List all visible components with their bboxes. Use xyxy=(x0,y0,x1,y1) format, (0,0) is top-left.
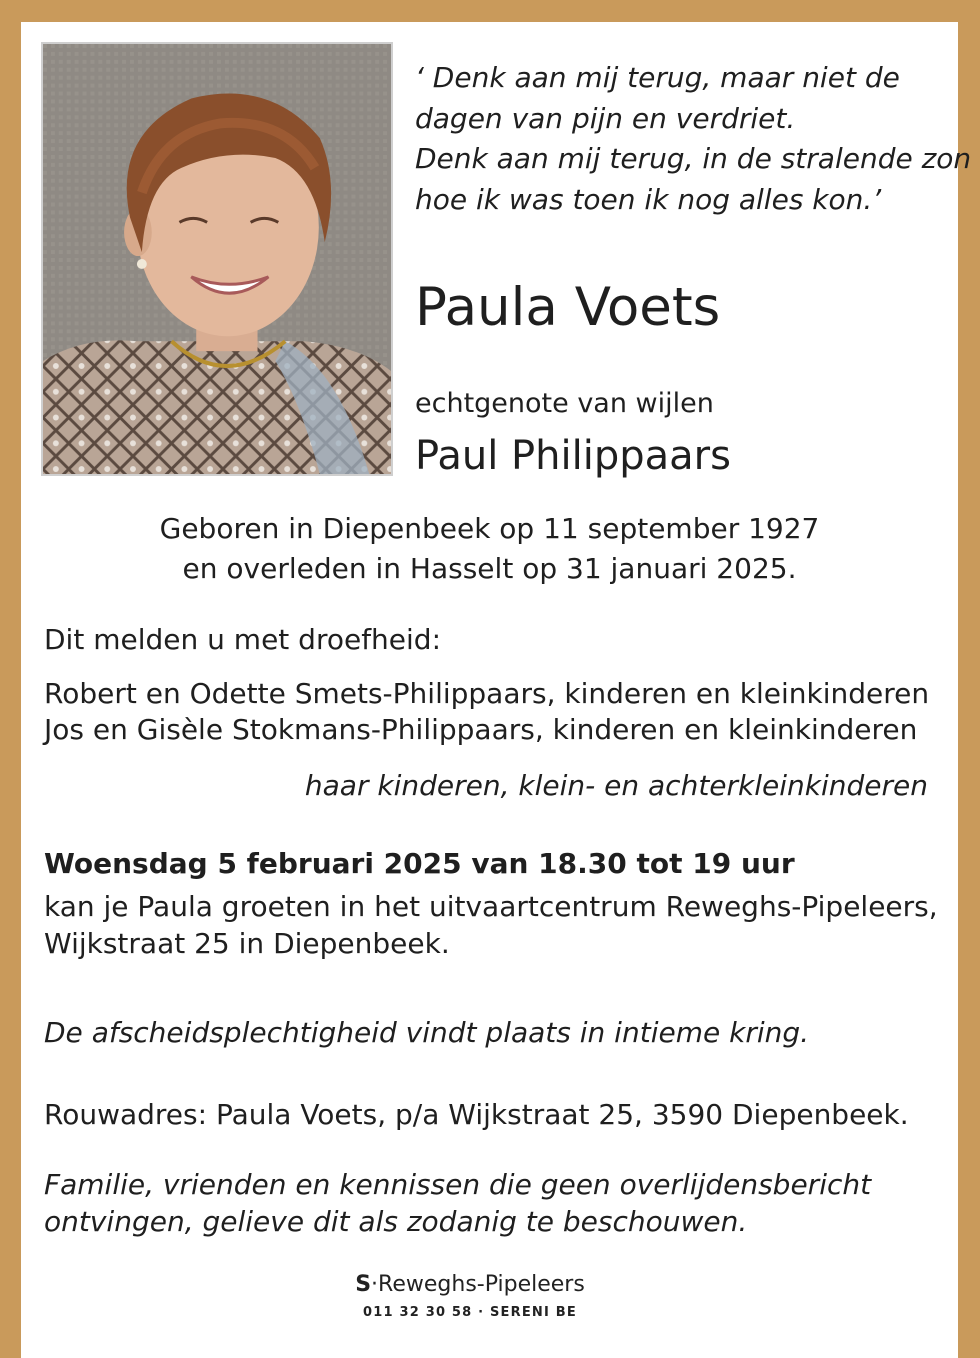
quote-line: ‘ Denk aan mij terug, maar niet de xyxy=(415,61,900,94)
deceased-name: Paula Voets xyxy=(415,277,721,338)
visitation-text xyxy=(44,888,938,962)
notice-text xyxy=(44,1166,871,1240)
quote-line: dagen van pijn en verdriet. xyxy=(415,101,796,135)
announcement: Dit melden u met droefheid: xyxy=(44,623,442,656)
portrait-photo xyxy=(41,42,393,476)
visitation-line: kan je Paula groeten in het uitvaartcentrum Reweghs-Pipeleers, xyxy=(44,890,938,923)
funeral-home-logo-icon: S xyxy=(355,1272,372,1297)
funeral-home-footer xyxy=(315,1258,625,1336)
funeral-home-brand xyxy=(315,1270,625,1300)
ceremony-note: De afscheidsplechtigheid vindt plaats in intieme kring. xyxy=(44,1016,810,1049)
brand-separator: · xyxy=(371,1272,379,1297)
spouse-name: Paul Philippaars xyxy=(415,433,731,479)
funeral-home-name: Reweghs-Pipeleers xyxy=(378,1272,585,1297)
visitation-line: Wijkstraat 25 in Diepenbeek. xyxy=(44,927,450,960)
mourners-list xyxy=(44,676,929,748)
quote-line: hoe ik was toen ik nog alles kon.’ xyxy=(415,182,882,216)
notice-line: Familie, vrienden en kennissen die geen overlijdensbericht xyxy=(44,1168,872,1201)
quote-line: Denk aan mij terug, in de stralende zon xyxy=(415,142,972,175)
obituary-card xyxy=(21,22,972,1358)
mourner-line: Robert en Odette Smets-Philippaars, kinderen en kleinkinderen xyxy=(44,677,930,710)
spouse-intro: echtgenote van wijlen xyxy=(415,388,714,419)
visitation-heading: Woensdag 5 februari 2025 van 18.30 tot 19 uur xyxy=(44,847,795,880)
portrait-illustration xyxy=(43,44,391,474)
death-line: en overleden in Hasselt op 31 januari 2025. xyxy=(182,552,797,585)
life-dates xyxy=(21,509,958,589)
mourning-address: Rouwadres: Paula Voets, p/a Wijkstraat 25, 3590 Diepenbeek. xyxy=(44,1098,909,1131)
notice-line: ontvingen, gelieve dit als zodanig te beschouwen. xyxy=(44,1205,748,1238)
mourners-extra: haar kinderen, klein- en achterkleinkinderen xyxy=(304,769,928,802)
memorial-quote xyxy=(415,58,971,220)
birth-line: Geboren in Diepenbeek op 11 september 1927 xyxy=(159,512,820,545)
funeral-home-contact: 011 32 30 58 · SERENI BE xyxy=(363,1305,577,1320)
mourner-line: Jos en Gisèle Stokmans-Philippaars, kinderen en kleinkinderen xyxy=(44,713,918,746)
